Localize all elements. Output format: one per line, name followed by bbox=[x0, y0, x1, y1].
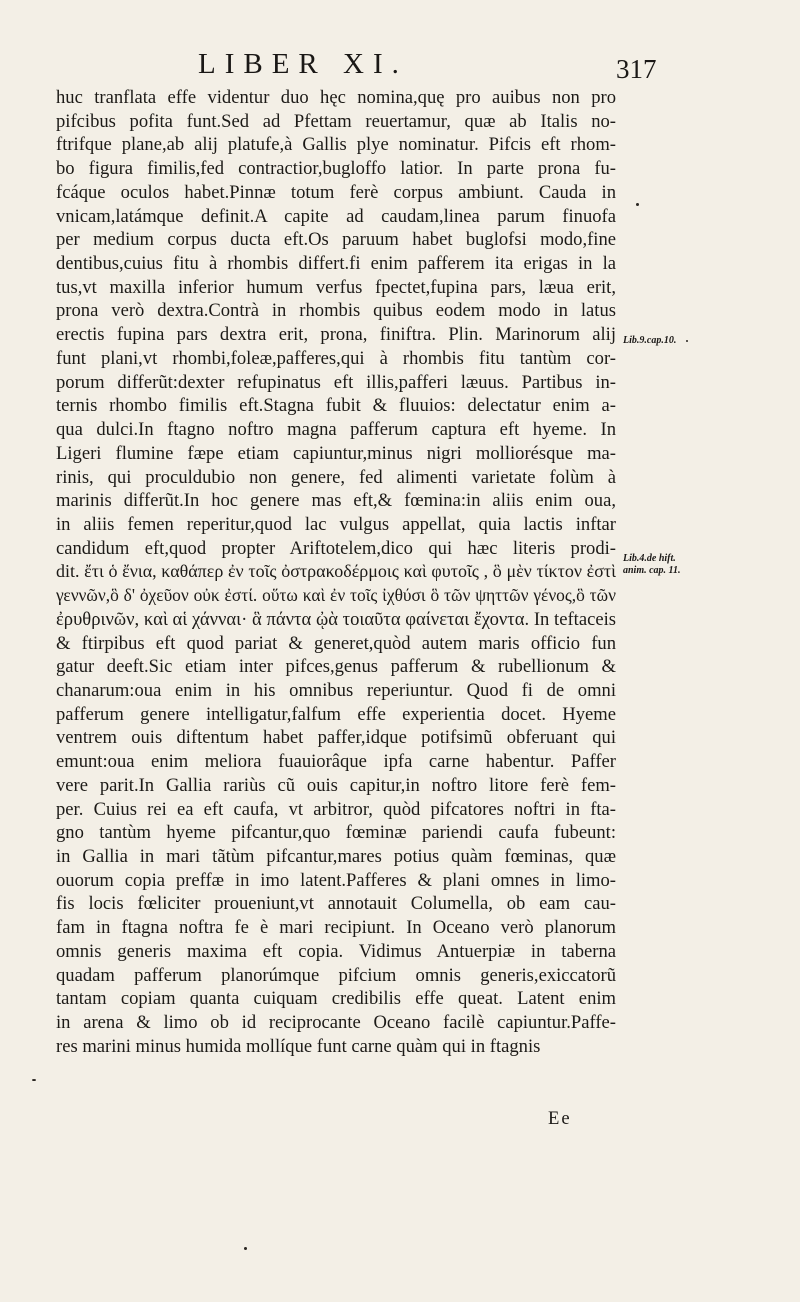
running-head: LIBER XI. bbox=[198, 48, 408, 80]
text-line: rinis, qui proculdubio non genere, fed alimenti varietate folùm à bbox=[56, 466, 616, 488]
marginal-note: Lib.9.cap.10. bbox=[623, 335, 677, 346]
text-line: Ligeri flumine fæpe etiam capiuntur,minus nigri molliorésque ma- bbox=[56, 442, 616, 464]
body-text bbox=[56, 86, 616, 1058]
text-line: γεννῶν,ὃ δ' ὀχεῦον οὐκ ἐστί. οὕτω καὶ ἐν τοῖς ἰχθύσι ὃ τῶν ψηττῶν γένος,ὃ τῶν bbox=[56, 585, 616, 606]
text-line: marinis differũt.In hoc genere mas eft,& fœmina:in aliis enim oua, bbox=[56, 490, 616, 512]
text-line: emunt:oua enim meliora fuauiorâque ipfa carne habentur. Paffer bbox=[56, 751, 616, 773]
text-line: vnicam,latámque definit.A capite ad caudam,linea parum finuofa bbox=[56, 205, 616, 227]
text-line: vere parit.In Gallia rariùs cũ ouis capitur,in noftro litore ferè fem- bbox=[56, 774, 616, 796]
text-line: fam in ftagna noftra fe è mari recipiunt. In Oceano verò planorum bbox=[56, 917, 616, 939]
text-line: in arena & limo ob id reciprocante Oceano facilè capiuntur.Paffe- bbox=[56, 1012, 616, 1034]
text-line: quadam pafferum planorúmque pifcium omnis generis,exiccatorũ bbox=[56, 964, 616, 986]
ink-speck bbox=[244, 1247, 247, 1250]
text-line: ouorum copia preffæ in imo latent.Pafferes & plani omnes in limo- bbox=[56, 869, 616, 891]
page-header bbox=[0, 38, 800, 84]
text-line: tus,vt maxilla inferior humum verfus fpectet,fupina pars, læua erit, bbox=[56, 276, 616, 298]
text-line: fcáque oculos habet.Pinnæ totum ferè corpus ambiunt. Cauda in bbox=[56, 181, 616, 203]
text-line: dit. ἔτι ὁ ἔνια, καθάπερ ἐν τοῖς ὀστρακοδέρμοις καὶ φυτοῖς , ὃ μὲν τίκτον ἐστὶ bbox=[56, 561, 616, 582]
text-line: dentibus,cuius fitu à rhombis differt.fi enim pafferem ita erigas in la bbox=[56, 253, 616, 275]
text-line: per. Cuius rei ea eft caufa, vt arbitror, quòd pifcatores noftri in fta- bbox=[56, 798, 616, 820]
text-line: in Gallia in mari tãtùm pifcantur,mares potius quàm fœminas, quæ bbox=[56, 846, 616, 867]
text-line: prona verò dextra.Contrà in rhombis quibus eodem modo in latus bbox=[56, 300, 616, 322]
marginal-note: Lib.4.de hift. anim. cap. 11. bbox=[623, 553, 681, 576]
ink-speck bbox=[32, 1079, 36, 1081]
text-line: chanarum:oua enim in his omnibus reperiuntur. Quod fi de omni bbox=[56, 679, 616, 701]
text-line: tantam copiam quanta cuiquam credibilis effe queat. Latent enim bbox=[56, 988, 616, 1010]
text-line: fis locis fœliciter proueniunt,vt annotauit Columella, ob eam cau- bbox=[56, 893, 616, 915]
text-line: pifcibus pofita funt.Sed ad Pfettam reuertamur, quæ ab Italis no- bbox=[56, 110, 616, 132]
catchword: Ee bbox=[548, 1108, 572, 1129]
text-line: per medium corpus ducta eft.Os paruum habet buglofsi modo,fine bbox=[56, 229, 616, 251]
text-line: & ftirpibus eft quod pariat & generet,quòd autem maris officio fun bbox=[56, 632, 616, 654]
text-line: ternis rhombo fimilis eft.Stagna fubit & fluuios: delectatur enim a- bbox=[56, 395, 616, 417]
text-line: ἐρυθρινῶν, καὶ αἱ χάνναι· ἃ πάντα ᾠὰ τοιαῦτα φαίνεται ἔχοντα. In teftaceis bbox=[56, 608, 616, 630]
text-line: pafferum genere intelligatur,falfum effe experientia docet. Hyeme bbox=[56, 703, 616, 725]
text-line: omnis generis maxima eft copia. Vidimus Antuerpiæ in taberna bbox=[56, 940, 616, 962]
text-line: candidum eft,quod propter Ariftotelem,dico qui hæc literis prodi- bbox=[56, 537, 616, 559]
text-line: ventrem ouis diftentum habet paffer,idque potifsimũ obferuant qui bbox=[56, 727, 616, 749]
text-line: erectis fupina pars dextra erit, prona, finiftra. Plin. Marinorum alij bbox=[56, 324, 616, 346]
text-line: res marini minus humida mollíque funt carne quàm qui in ftagnis bbox=[56, 1035, 541, 1057]
text-line: ftrifque plane,ab alij platufe,à Gallis plye nominatur. Pifcis eft rhom- bbox=[56, 134, 616, 156]
text-line: gatur deeft.Sic etiam inter pifces,genus pafferum & rubellionum & bbox=[56, 656, 616, 678]
page-number: 317 bbox=[616, 54, 657, 84]
text-line: gno tantùm hyeme pifcantur,quo fœminæ pariendi caufa fubeunt: bbox=[56, 822, 616, 844]
text-line: porum differũt:dexter refupinatus eft illis,pafferi læuus. Partibus in- bbox=[56, 371, 616, 393]
text-line: qua dulci.In ftagno noftro magna pafferum captura eft hyeme. In bbox=[56, 419, 616, 441]
text-line: bo figura fimilis,fed contractior,bugloffo latior. In parte prona fu- bbox=[56, 158, 616, 180]
text-line: huc tranflata effe videntur duo hęc nomina,quę pro auibus non pro bbox=[56, 87, 616, 108]
ink-speck bbox=[686, 340, 688, 342]
ink-speck bbox=[636, 203, 639, 206]
text-line: in aliis femen reperitur,quod lac vulgus appellat, quia lactis inftar bbox=[56, 513, 616, 535]
text-line: funt plani,vt rhombi,foleæ,pafferes,qui à rhombis fitu tantùm cor- bbox=[56, 347, 616, 369]
